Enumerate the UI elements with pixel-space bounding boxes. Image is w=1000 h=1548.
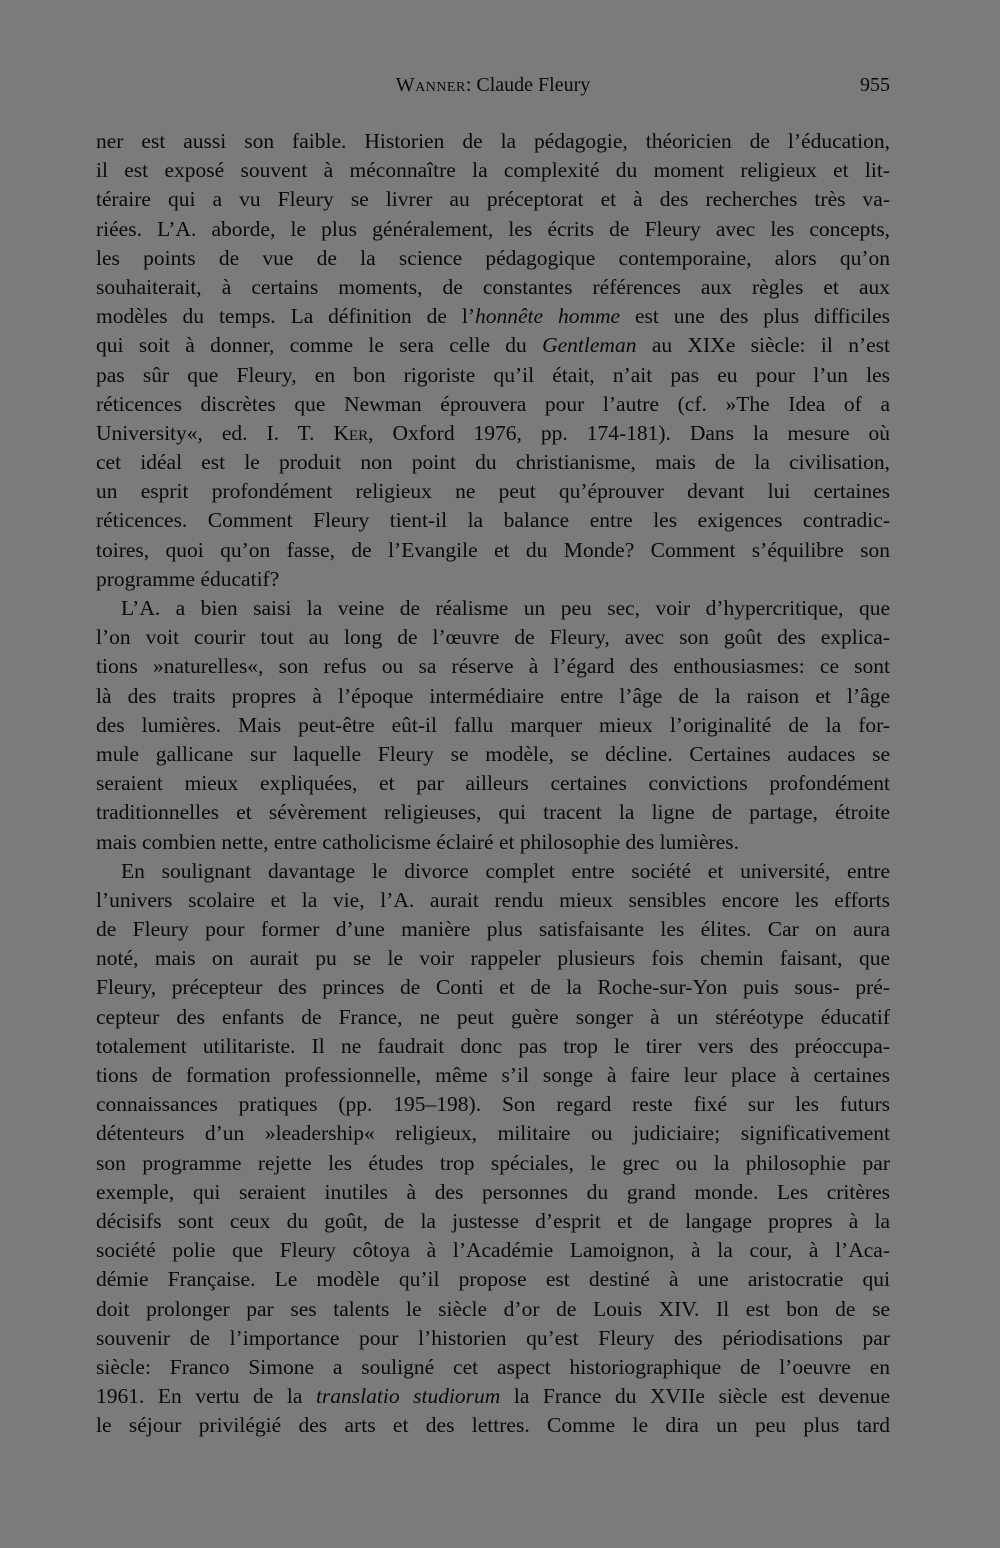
small-caps-name: Ker bbox=[333, 420, 369, 445]
text-line: siècle: Franco Simone a souligné cet aspect historiographique de l’oeuvre en bbox=[96, 1354, 890, 1379]
text-line: noté, mais on aurait pu se le voir rappeler plusieurs fois chemin faisant, que bbox=[96, 946, 890, 971]
text-line: mais combien nette, entre catholicisme éclairé et philosophie des lumières. bbox=[96, 829, 739, 854]
text-line: souhaiterait, à certains moments, de constantes références aux règles et aux bbox=[96, 274, 890, 299]
page-number: 955 bbox=[860, 74, 890, 96]
running-title bbox=[96, 74, 890, 97]
text-line: connaissances pratiques (pp. 195–198). Son regard reste fixé sur les futurs bbox=[96, 1092, 890, 1117]
text-segment: modèles du temps. La définition de l’ bbox=[96, 304, 475, 329]
italic-phrase: translatio studiorum bbox=[315, 1384, 501, 1409]
text-line bbox=[96, 302, 890, 331]
text-line: les points de vue de la science pédagogique contemporaine, alors qu’on bbox=[96, 245, 890, 270]
text-line: société polie que Fleury côtoya à l’Académie Lamoignon, à la cour, à l’Aca- bbox=[96, 1238, 890, 1263]
text-line: ner est aussi son faible. Historien de la pédagogie, théoricien de l’éducation, bbox=[96, 129, 890, 153]
text-line: En soulignant davantage le divorce complet entre société et université, entre bbox=[121, 858, 890, 883]
text-line: réticences discrètes que Newman éprouvera pour l’autre (cf. »The Idea of a bbox=[96, 391, 890, 416]
body-text bbox=[96, 127, 890, 1440]
text-line: pas sûr que Fleury, en bon rigoriste qu’il était, n’ait pas eu pour l’un les bbox=[96, 362, 890, 387]
text-line: tions »naturelles«, son refus ou sa réserve à l’égard des enthousiasmes: ce sont bbox=[96, 654, 890, 679]
text-line: là des traits propres à l’époque intermédiaire entre l’âge de la raison et l’âge bbox=[96, 683, 890, 708]
text-segment: , Oxford 1976, pp. 174-181). Dans la mesure où bbox=[368, 420, 891, 445]
text-line: totalement utilitariste. Il ne faudrait donc pas trop le tirer vers des préoccupa- bbox=[96, 1033, 890, 1058]
text-line: l’univers scolaire et la vie, l’A. aurait rendu mieux sensibles encore les efforts bbox=[96, 887, 890, 912]
text-line: détenteurs d’un »leadership« religieux, militaire ou judiciaire; significativement bbox=[96, 1121, 890, 1146]
text-segment: qui soit à donner, comme le sera celle du bbox=[96, 333, 543, 358]
text-line: riées. L’A. aborde, le plus généralement, les écrits de Fleury avec les concepts, bbox=[96, 216, 890, 241]
text-segment: au XIXe siècle: il n’est bbox=[636, 333, 890, 358]
text-line: programme éducatif? bbox=[96, 566, 280, 591]
text-line: cet idéal est le produit non point du christianisme, mais de la civilisation, bbox=[96, 450, 890, 475]
article-title: Claude Fleury bbox=[476, 74, 591, 96]
text-segment: est une des plus difficiles bbox=[620, 304, 891, 329]
text-line: de Fleury pour former d’une manière plus satisfaisante les élites. Car on aura bbox=[96, 917, 890, 942]
text-segment: la France du XVIIe siècle est devenue bbox=[500, 1384, 890, 1409]
text-segment: 1961. En vertu de la bbox=[96, 1384, 316, 1409]
text-line: décisifs sont ceux du goût, de la justesse d’esprit et de langage propres à la bbox=[96, 1208, 890, 1233]
text-line: toires, quoi qu’on fasse, de l’Evangile et du Monde? Comment s’équilibre son bbox=[96, 537, 890, 562]
text-line: des lumières. Mais peut-être eût-il fallu marquer mieux l’originalité de la for- bbox=[96, 712, 890, 737]
text-segment: University«, ed. I. T. bbox=[96, 420, 334, 445]
text-line: exemple, qui seraient inutiles à des personnes du grand monde. Les critères bbox=[96, 1179, 890, 1204]
text-line: tions de formation professionnelle, même s’il songe à faire leur place à certaines bbox=[96, 1063, 890, 1087]
italic-phrase: honnête homme bbox=[474, 304, 621, 329]
author-name: Wanner bbox=[395, 74, 466, 96]
running-head bbox=[96, 74, 890, 104]
text-line: souvenir de l’importance pour l’historien qu’est Fleury des périodisations par bbox=[96, 1325, 890, 1350]
text-line: réticences. Comment Fleury tient-il la balance entre les exigences contradic- bbox=[96, 508, 890, 533]
text-line: seraient mieux expliquées, et par ailleurs certaines convictions profondément bbox=[96, 771, 890, 796]
text-line: mule gallicane sur laquelle Fleury se modèle, se décline. Certaines audaces se bbox=[96, 741, 890, 766]
italic-phrase: Gentleman bbox=[542, 333, 637, 358]
text-line bbox=[96, 331, 890, 360]
text-line: son programme rejette les études trop spéciales, le grec ou la philosophie par bbox=[96, 1150, 890, 1175]
text-line: L’A. a bien saisi la veine de réalisme un peu sec, voir d’hypercritique, que bbox=[121, 596, 890, 620]
text-line: le séjour privilégié des arts et des lettres. Comme le dira un peu plus tard bbox=[96, 1413, 890, 1438]
text-line: un esprit profondément religieux ne peut qu’éprouver devant lui certaines bbox=[96, 479, 890, 504]
text-line: l’on voit courir tout au long de l’œuvre de Fleury, avec son goût des explica- bbox=[96, 625, 890, 650]
text-line: démie Française. Le modèle qu’il propose est destiné à une aristocratie qui bbox=[96, 1267, 890, 1292]
title-separator: : bbox=[465, 74, 477, 96]
text-line: téraire qui a vu Fleury se livrer au préceptorat et à des recherches très va- bbox=[96, 187, 890, 212]
text-line: Fleury, précepteur des princes de Conti et de la Roche-sur-Yon puis sous- pré- bbox=[96, 975, 890, 1000]
text-line: traditionnelles et sévèrement religieuses, qui tracent la ligne de partage, étroite bbox=[96, 800, 890, 825]
text-line: doit prolonger par ses talents le siècle d’or de Louis XIV. Il est bon de se bbox=[96, 1296, 890, 1321]
text-line bbox=[96, 419, 890, 448]
text-line: cepteur des enfants de France, ne peut guère songer à un stéréotype éducatif bbox=[96, 1004, 890, 1029]
text-line bbox=[96, 1382, 890, 1411]
text-line: il est exposé souvent à méconnaître la complexité du moment religieux et lit- bbox=[96, 158, 890, 183]
